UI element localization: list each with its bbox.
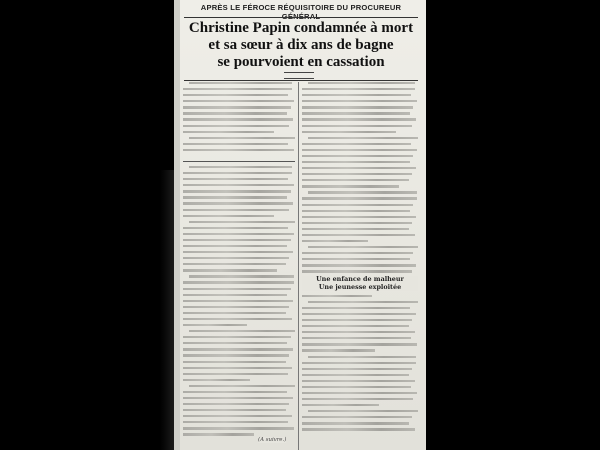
body-text-line	[183, 202, 293, 204]
body-text-line	[189, 137, 295, 139]
body-text-line	[308, 246, 418, 248]
body-text-line	[183, 172, 292, 174]
body-text-line	[302, 349, 375, 351]
body-text-line	[189, 221, 295, 223]
body-text-line	[183, 196, 287, 198]
body-text-line	[189, 166, 292, 168]
body-text-line	[302, 404, 379, 406]
body-text-line	[183, 421, 288, 423]
body-text-line	[183, 348, 293, 350]
body-text-line	[302, 173, 412, 175]
body-text-line	[302, 319, 412, 321]
body-text-line	[189, 82, 292, 84]
body-text-line	[302, 337, 411, 339]
body-text-line	[302, 240, 368, 242]
body-text-line	[183, 409, 286, 411]
body-text-line	[183, 433, 254, 435]
body-text-line	[308, 410, 418, 412]
body-text-line	[183, 294, 287, 296]
body-text-line	[302, 161, 410, 163]
body-text-line	[302, 343, 417, 345]
body-text-line	[302, 167, 416, 169]
article-column-left	[183, 166, 295, 450]
body-text-line	[183, 106, 291, 108]
body-text-line	[183, 427, 294, 429]
body-text-line	[302, 149, 417, 151]
headline-ornament	[284, 72, 314, 79]
article-column-intro	[183, 82, 295, 158]
body-text-line	[302, 100, 417, 102]
headline-line: et sa sœur à dix ans de bagne	[208, 37, 394, 53]
body-text-line	[183, 227, 288, 229]
body-text-line	[302, 374, 409, 376]
body-text-line	[183, 257, 289, 259]
body-text-line	[189, 275, 294, 277]
body-text-line	[302, 428, 415, 430]
body-text-line	[183, 397, 293, 399]
body-text-line	[189, 330, 295, 332]
body-text-line	[308, 82, 415, 84]
body-text-line	[302, 234, 415, 236]
body-text-line	[302, 88, 415, 90]
kicker-rule	[184, 17, 418, 18]
body-text-line	[302, 368, 412, 370]
body-text-line	[302, 155, 413, 157]
headline-line: Christine Papin condamnée à mort	[188, 20, 414, 36]
body-text-line	[302, 422, 409, 424]
body-text-line	[302, 392, 417, 394]
body-text-line	[302, 216, 416, 218]
body-text-line	[183, 143, 288, 145]
body-text-line	[183, 379, 250, 381]
body-text-line	[308, 137, 418, 139]
body-text-line	[183, 373, 288, 375]
body-text-line	[183, 215, 274, 217]
body-text-line	[183, 209, 289, 211]
body-text-line	[302, 143, 411, 145]
subhead-line: Une jeunesse exploitée	[318, 282, 402, 291]
body-text-line	[189, 385, 295, 387]
newspaper-clipping	[174, 0, 426, 450]
body-text-line	[302, 118, 416, 120]
body-text-line	[302, 325, 409, 327]
body-text-line	[302, 185, 399, 187]
body-text-line	[183, 178, 288, 180]
body-text-line	[302, 307, 410, 309]
body-text-line	[302, 380, 415, 382]
body-text-line	[183, 269, 277, 271]
body-text-line	[302, 94, 411, 96]
body-text-line	[183, 233, 294, 235]
body-text-line	[302, 252, 413, 254]
body-text-line	[183, 281, 294, 283]
body-text-line	[302, 106, 413, 108]
body-text-line	[302, 210, 410, 212]
body-text-line	[302, 416, 412, 418]
body-text-line	[183, 125, 289, 127]
body-text-line	[183, 312, 286, 314]
body-text-line	[183, 300, 293, 302]
body-text-line	[183, 94, 288, 96]
headline-rule	[184, 80, 418, 81]
body-text-line	[183, 245, 287, 247]
body-text-line	[308, 301, 418, 303]
body-text-line	[302, 197, 417, 199]
body-text-line	[183, 184, 294, 186]
column-divider	[298, 82, 299, 450]
body-text-line	[302, 131, 396, 133]
body-text-line	[302, 204, 413, 206]
body-text-line	[302, 313, 416, 315]
body-text-line	[302, 228, 409, 230]
body-text-line	[302, 222, 412, 224]
body-text-line	[183, 336, 291, 338]
body-text-line	[308, 356, 416, 358]
body-text-line	[183, 88, 292, 90]
body-text-line	[183, 288, 291, 290]
article-kicker: APRÈS LE FÉROCE RÉQUISITOIRE DU PROCUREUR	[200, 3, 402, 12]
body-text-line	[183, 324, 247, 326]
body-text-line	[302, 386, 411, 388]
body-text-line	[183, 251, 293, 253]
body-text-line	[183, 403, 289, 405]
body-text-line	[183, 263, 286, 265]
article-signoff: (A suivre.)	[258, 437, 287, 443]
page-gutter	[160, 170, 174, 450]
body-text-line	[183, 190, 291, 192]
body-text-line	[302, 398, 413, 400]
body-text-line	[302, 258, 410, 260]
headline-line: se pourvoient en cassation	[217, 54, 385, 70]
body-text-line	[183, 239, 291, 241]
body-text-line	[302, 295, 372, 297]
article-subhead	[302, 276, 418, 291]
body-text-line	[183, 391, 287, 393]
body-text-line	[183, 354, 289, 356]
article-headline	[182, 20, 420, 71]
body-text-line	[183, 131, 274, 133]
adjacent-column-edge	[174, 0, 180, 450]
section-divider	[183, 161, 295, 164]
body-text-line	[183, 149, 294, 151]
subhead-line: Une enfance de malheur	[316, 275, 404, 283]
body-text-line	[183, 118, 293, 120]
body-text-line	[302, 270, 412, 272]
body-text-line	[183, 342, 287, 344]
body-text-line	[302, 331, 415, 333]
body-text-line	[183, 361, 286, 363]
body-text-line	[302, 264, 416, 266]
body-text-line	[302, 179, 409, 181]
article-column-right	[302, 82, 418, 450]
body-text-line	[183, 112, 287, 114]
body-text-line	[302, 112, 410, 114]
body-text-line	[308, 191, 417, 193]
body-text-line	[302, 362, 416, 364]
body-text-line	[183, 415, 292, 417]
body-text-line	[183, 318, 292, 320]
body-text-line	[183, 100, 294, 102]
body-text-line	[302, 125, 412, 127]
body-text-line	[183, 306, 289, 308]
body-text-line	[183, 367, 292, 369]
